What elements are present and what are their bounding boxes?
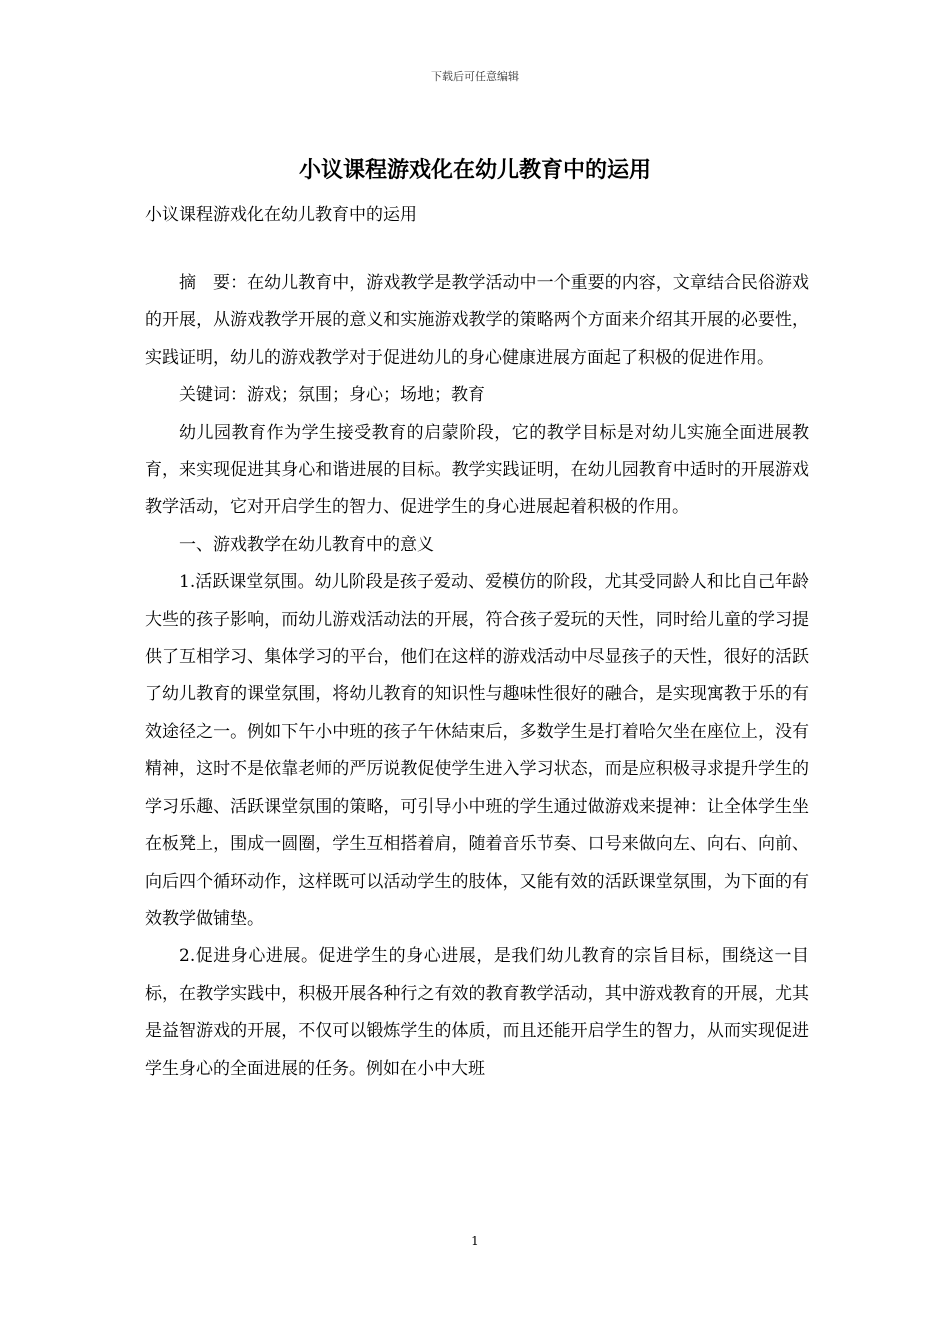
page-number: 1: [471, 1234, 479, 1248]
intro-paragraph: 幼儿园教育作为学生接受教育的启蒙阶段，它的教学目标是对幼儿实施全面进展教育，来实现促进其身心和谐进展的目标。教学实践证明，在幼儿园教育中适时的开展游戏教学活动，它对开启学生的智力、促进学生的身心进展起着积极的作用。: [145, 422, 809, 518]
point-2-paragraph: 2.促进身心进展。促进学生的身心进展，是我们幼儿教育的宗旨目标，围绕这一目标，在教学实践中，积极开展各种行之有效的教育教学活动，其中游戏教育的开展，尤其是益智游戏的开展，不仅可以锻炼学生的体质，而且还能开启学生的智力，从而实现促进学生身心的全面进展的任务。例如在小中大班: [145, 946, 809, 1079]
document-body: [145, 265, 809, 1088]
section-heading: 一、游戏教学在幼儿教育中的意义: [179, 534, 434, 555]
point-1-paragraph: 1.活跃课堂氛围。幼儿阶段是孩子爱动、爱模仿的阶段，尤其受同龄人和比自己年龄大些的孩子影响，而幼儿游戏活动法的开展，符合孩子爱玩的天性，同时给儿童的学习提供了互相学习、集体学习的平台，他们在这样的游戏活动中尽显孩子的天性，很好的活跃了幼儿教育的课堂氛围，将幼儿教育的知识性与趣味性很好的融合，是实现寓教于乐的有效途径之一。例如下午小中班的孩子午休結束后，多数学生是打着哈欠坐在座位上，没有精神，这时不是依靠老师的严厉说教促使学生进入学习状态，而是应积极寻求提升学生的学习乐趣、活跃课堂氛围的策略，可引导小中班的学生通过做游戏来提神：让全体学生坐在板凳上，围成一圆圈，学生互相搭着肩，随着音乐节奏、口号来做向左、向右、向前、向后四个循环动作，这样既可以活动学生的肢体，又能有效的活跃课堂氛围，为下面的有效教学做铺垫。: [145, 572, 809, 929]
keywords-paragraph: 关键词：游戏；氛围；身心；场地；教育: [179, 385, 485, 406]
abstract-paragraph: 摘 要：在幼儿教育中，游戏教学是教学活动中一个重要的内容，文章结合民俗游戏的开展，从游戏教学开展的意义和实施游戏教学的策略两个方面来介绍其开展的必要性，实践证明，幼儿的游戏教学对于促进幼儿的身心健康进展方面起了积极的促进作用。: [145, 273, 809, 368]
document-title: 小议课程游戏化在幼儿教育中的运用: [298, 157, 651, 183]
header-note: 下载后可任意编辑: [431, 70, 519, 83]
document-subtitle: 小议课程游戏化在幼儿教育中的运用: [145, 205, 417, 225]
